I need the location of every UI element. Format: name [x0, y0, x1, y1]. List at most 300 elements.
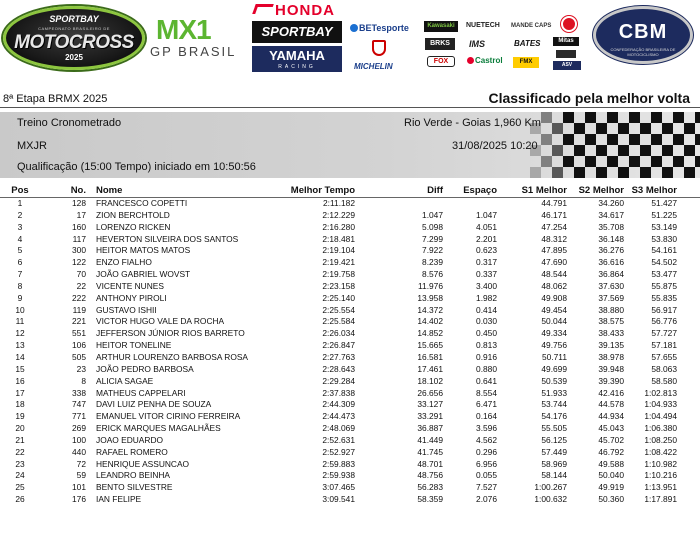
cell-s1-best: 47.254 — [541, 221, 567, 232]
table-row — [0, 316, 700, 328]
checker-square — [673, 112, 684, 123]
cell-diff: 8.576 — [422, 269, 443, 280]
table-row — [0, 210, 700, 222]
cell-s3-best: 1:06.380 — [644, 423, 677, 434]
cell-name: ALICIA SAGAE — [96, 375, 154, 386]
cell-s1-best: 49.756 — [541, 340, 567, 351]
cell-best-time: 2:19.421 — [322, 257, 355, 268]
cell-gap: 1.047 — [476, 209, 497, 220]
cell-s1-best: 48.312 — [541, 233, 567, 244]
cell-number: 771 — [72, 411, 86, 422]
cell-best-time: 2:27.763 — [322, 351, 355, 362]
cell-name: GUSTAVO ISHII — [96, 304, 157, 315]
cell-diff: 13.958 — [417, 292, 443, 303]
cell-number: 72 — [76, 458, 86, 469]
motocross-championship-logo — [3, 6, 145, 70]
cell-diff: 48.756 — [417, 470, 443, 481]
checker-square — [629, 134, 640, 145]
header-s3-best: S3 Melhor — [631, 185, 677, 196]
cell-pos: 12 — [15, 328, 25, 339]
cell-pos: 10 — [15, 304, 25, 315]
cell-pos: 22 — [15, 446, 25, 457]
cell-gap: 0.641 — [476, 375, 497, 386]
cell-s1-best: 49.699 — [541, 363, 567, 374]
mx1-gp-brasil-logo — [150, 14, 244, 64]
cell-s2-best: 38.978 — [598, 351, 624, 362]
results-table — [0, 183, 700, 506]
cell-best-time: 2:25.140 — [322, 292, 355, 303]
cell-s3-best: 53.477 — [651, 269, 677, 280]
cell-best-time: 2:26.034 — [322, 328, 355, 339]
mx1-logo-subtitle: GP BRASIL — [150, 44, 237, 59]
cell-pos: 5 — [17, 245, 23, 256]
cell-s1-best: 58.969 — [541, 458, 567, 469]
cell-best-time: 2:52.927 — [322, 446, 355, 457]
cell-s1-best: 51.933 — [541, 387, 567, 398]
table-row — [0, 352, 700, 364]
cell-number: 440 — [72, 446, 86, 457]
cell-name: DAVI LUIZ PENHA DE SOUZA — [96, 399, 212, 410]
cell-best-time: 2:29.284 — [322, 375, 355, 386]
ims-logo: IMS — [469, 39, 486, 49]
dark-sponsor-logo-icon — [556, 50, 576, 58]
checker-square — [596, 145, 607, 156]
header-s1-best: S1 Melhor — [521, 185, 567, 196]
checker-square — [541, 134, 552, 145]
cell-gap: 0.880 — [476, 363, 497, 374]
table-row — [0, 245, 700, 257]
header-number: No. — [70, 185, 86, 196]
table-row — [0, 222, 700, 234]
cell-number: 70 — [76, 269, 86, 280]
cell-number: 221 — [72, 316, 86, 327]
cell-diff: 14.852 — [417, 328, 443, 339]
cell-s2-best: 50.040 — [598, 470, 624, 481]
cell-number: 59 — [76, 470, 86, 481]
cell-pos: 26 — [15, 494, 25, 505]
checker-square — [651, 134, 662, 145]
cell-gap: 0.030 — [476, 316, 497, 327]
sportbay-logo: SPORTBAY — [252, 21, 342, 43]
cell-s2-best: 44.578 — [598, 399, 624, 410]
cell-s2-best: 38.433 — [598, 328, 624, 339]
cell-diff: 56.283 — [417, 482, 443, 493]
cell-s3-best: 58.580 — [651, 375, 677, 386]
cell-s1-best: 48.062 — [541, 280, 567, 291]
table-row — [0, 269, 700, 281]
cell-s2-best: 36.616 — [598, 257, 624, 268]
table-row — [0, 411, 700, 423]
mande-caps-logo: MANDE CAPS — [511, 23, 552, 29]
checker-square — [651, 112, 662, 123]
cell-diff: 7.299 — [422, 233, 443, 244]
cell-s3-best: 55.875 — [651, 280, 677, 291]
table-row — [0, 198, 700, 210]
checker-square — [530, 167, 541, 178]
cell-s2-best: 36.864 — [598, 269, 624, 280]
cell-s3-best: 1:10.982 — [644, 458, 677, 469]
cell-s3-best: 1:04.494 — [644, 411, 677, 422]
checker-square — [640, 167, 651, 178]
cell-number: 106 — [72, 340, 86, 351]
cell-name: JEFFERSON JÚNIOR RIOS BARRETO — [96, 328, 245, 339]
cell-number: 119 — [72, 304, 86, 315]
cell-s3-best: 51.225 — [651, 209, 677, 220]
castrol-logo-text: Castrol — [475, 56, 503, 65]
checker-square — [673, 156, 684, 167]
checker-square — [618, 167, 629, 178]
table-row — [0, 494, 700, 506]
cell-name: JOÃO PEDRO BARBOSA — [96, 363, 194, 374]
checker-square — [684, 145, 695, 156]
cell-best-time: 2:19.104 — [322, 245, 355, 256]
cell-pos: 23 — [15, 458, 25, 469]
qualifying-info: Qualificação (15:00 Tempo) iniciado em 10:50:56 — [17, 161, 256, 173]
cell-s2-best: 39.135 — [598, 340, 624, 351]
motocross-logo-year: 2025 — [65, 53, 83, 62]
cell-best-time: 2:26.847 — [322, 340, 355, 351]
session-info-band — [0, 112, 700, 178]
checker-square — [541, 112, 552, 123]
castrol-logo — [467, 56, 503, 65]
cell-number: 122 — [72, 257, 86, 268]
cell-s1-best: 50.711 — [542, 351, 567, 362]
table-row — [0, 423, 700, 435]
cell-s3-best: 1:08.250 — [644, 434, 677, 445]
cell-number: 17 — [76, 209, 86, 220]
cell-s3-best: 1:17.891 — [644, 494, 677, 505]
checkered-flag-icon — [530, 112, 700, 178]
cell-s1-best: 47.895 — [541, 245, 567, 256]
cell-s2-best: 49.588 — [598, 458, 624, 469]
cell-name: HEITOR MATOS MATOS — [96, 245, 191, 256]
cell-name: ARTHUR LOURENZO BARBOSA ROSA — [96, 351, 249, 362]
cell-s2-best: 49.919 — [598, 482, 624, 493]
cell-pos: 13 — [15, 340, 25, 351]
table-row — [0, 257, 700, 269]
cell-s1-best: 47.690 — [541, 257, 567, 268]
checker-square — [596, 123, 607, 134]
checker-square — [695, 134, 700, 145]
checker-square — [607, 112, 618, 123]
cell-gap: 0.055 — [476, 470, 497, 481]
cell-best-time: 2:19.758 — [322, 269, 355, 280]
cell-name: ENZO FIALHO — [96, 257, 152, 268]
header-s2-best: S2 Melhor — [578, 185, 624, 196]
cell-gap: 0.623 — [476, 245, 497, 256]
mx1-logo-title: MX1 — [156, 14, 211, 45]
table-row — [0, 470, 700, 482]
cell-name: LORENZO RICKEN — [96, 221, 171, 232]
cell-number: 551 — [72, 328, 86, 339]
cell-name: EMANUEL VITOR CIRINO FERREIRA — [96, 411, 241, 422]
cell-pos: 17 — [15, 387, 25, 398]
cell-diff: 8.239 — [422, 257, 443, 268]
fmx-logo: FMX — [513, 57, 539, 68]
cell-diff: 7.922 — [422, 245, 443, 256]
table-row — [0, 281, 700, 293]
cell-number: 128 — [72, 198, 86, 208]
cell-pos: 7 — [17, 269, 23, 280]
cell-name: HENRIQUE ASSUNCAO — [96, 458, 190, 469]
cell-best-time: 2:59.883 — [322, 458, 355, 469]
checker-square — [629, 156, 640, 167]
checker-square — [651, 156, 662, 167]
asv-logo: ASV — [553, 61, 581, 70]
cell-s3-best: 56.776 — [651, 316, 677, 327]
cell-s2-best: 37.630 — [598, 280, 624, 291]
cell-name: LEANDRO BEINHA — [96, 470, 170, 481]
table-row — [0, 328, 700, 340]
cell-best-time: 2:12.229 — [322, 209, 355, 220]
cell-s2-best: 39.948 — [598, 363, 624, 374]
cell-s3-best: 54.161 — [651, 245, 677, 256]
cell-number: 117 — [72, 233, 86, 244]
cbm-logo-text: CBM — [618, 21, 668, 43]
cell-best-time: 3:07.465 — [322, 482, 355, 493]
cell-gap: 7.527 — [476, 482, 497, 493]
castrol-dot-icon — [467, 57, 474, 64]
cell-pos: 2 — [17, 209, 23, 220]
cell-diff: 26.656 — [417, 387, 443, 398]
cell-s1-best: 56.125 — [541, 434, 567, 445]
cell-diff: 48.701 — [417, 458, 443, 469]
cell-gap: 6.471 — [476, 399, 497, 410]
cell-number: 101 — [72, 482, 86, 493]
cell-s1-best: 46.171 — [541, 209, 567, 220]
cell-number: 100 — [72, 434, 86, 445]
cell-s2-best: 37.569 — [598, 292, 624, 303]
cell-number: 176 — [72, 494, 86, 505]
cell-best-time: 3:09.541 — [322, 494, 355, 505]
table-header — [0, 183, 700, 198]
nuetech-logo: NUETECH — [466, 22, 500, 29]
cell-s1-best: 53.744 — [541, 399, 567, 410]
header-diff: Diff — [427, 185, 443, 196]
cell-s1-best: 49.454 — [541, 304, 567, 315]
checker-square — [640, 123, 651, 134]
cell-gap: 2.201 — [476, 233, 497, 244]
yamaha-logo-text: YAMAHA — [269, 48, 325, 63]
checker-square — [552, 145, 563, 156]
cell-pos: 6 — [17, 257, 23, 268]
cell-name: VICTOR HUGO VALE DA ROCHA — [96, 316, 225, 327]
checker-square — [574, 123, 585, 134]
checker-square — [574, 145, 585, 156]
cell-best-time: 2:25.554 — [322, 304, 355, 315]
checker-square — [684, 167, 695, 178]
cell-gap: 4.051 — [476, 221, 497, 232]
cell-number: 8 — [81, 375, 86, 386]
cell-number: 23 — [76, 363, 86, 374]
cell-best-time: 2:16.280 — [322, 221, 355, 232]
cell-gap: 0.916 — [476, 351, 497, 362]
cell-s1-best: 1:00.267 — [534, 482, 567, 493]
cell-s1-best: 48.544 — [541, 269, 567, 280]
table-row — [0, 305, 700, 317]
cell-diff: 17.461 — [417, 363, 443, 374]
cell-best-time: 2:11.182 — [323, 198, 355, 208]
table-row — [0, 399, 700, 411]
cell-diff: 16.581 — [417, 351, 443, 362]
cell-name: BENTO SILVESTRE — [96, 482, 173, 493]
checker-square — [695, 156, 700, 167]
checker-square — [607, 134, 618, 145]
motocross-logo-title: MOTOCROSS — [14, 32, 134, 53]
cell-gap: 3.596 — [476, 423, 497, 434]
cell-number: 338 — [72, 387, 86, 398]
checker-square — [563, 112, 574, 123]
cbm-logo-subtitle: CONFEDERAÇÃO BRASILEIRA DE MOTOCICLISMO — [610, 47, 676, 57]
table-row — [0, 388, 700, 400]
cell-pos: 15 — [15, 363, 25, 374]
cell-s3-best: 1:02.813 — [644, 387, 677, 398]
yamaha-logo-subtitle: RACING — [278, 64, 316, 70]
fox-logo: FOX — [427, 56, 455, 67]
report-title: Classificado pela melhor volta — [488, 90, 690, 106]
cell-best-time: 2:25.584 — [322, 316, 355, 327]
cell-number: 269 — [72, 423, 86, 434]
checker-square — [673, 134, 684, 145]
cell-pos: 18 — [15, 399, 25, 410]
cell-s2-best: 36.276 — [598, 245, 624, 256]
cell-pos: 14 — [15, 351, 25, 362]
cell-s2-best: 34.260 — [598, 198, 624, 208]
cell-s3-best: 57.727 — [651, 328, 677, 339]
cell-s2-best: 38.880 — [598, 304, 624, 315]
table-row — [0, 482, 700, 494]
cell-gap: 0.337 — [476, 269, 497, 280]
cell-pos: 3 — [17, 221, 23, 232]
cell-s2-best: 34.617 — [598, 209, 624, 220]
cell-s3-best: 57.655 — [651, 351, 677, 362]
cell-s3-best: 51.427 — [651, 198, 677, 208]
cell-diff: 14.402 — [417, 316, 443, 327]
header-gap: Espaço — [463, 185, 497, 196]
mitas-logo: Mitas — [553, 37, 579, 46]
cell-diff: 1.047 — [422, 209, 443, 220]
red-pin-logo-icon — [561, 16, 577, 32]
checker-square — [662, 145, 673, 156]
cell-name: IAN FELIPE — [96, 494, 142, 505]
cell-number: 505 — [72, 351, 86, 362]
cell-pos: 11 — [15, 316, 25, 327]
cell-best-time: 2:37.838 — [322, 387, 355, 398]
cell-pos: 4 — [17, 233, 23, 244]
checker-square — [552, 123, 563, 134]
checker-square — [618, 145, 629, 156]
cell-diff: 18.102 — [417, 375, 443, 386]
shield-logo-icon — [372, 40, 386, 56]
honda-wing-icon — [252, 4, 274, 14]
table-row — [0, 340, 700, 352]
cell-pos: 21 — [15, 434, 25, 445]
cell-pos: 20 — [15, 423, 25, 434]
cell-diff: 5.098 — [422, 221, 443, 232]
cell-name: ANTHONY PIROLI — [96, 292, 167, 303]
michelin-logo: MICHELIN — [354, 62, 393, 71]
checker-square — [541, 156, 552, 167]
cell-diff: 36.887 — [417, 423, 443, 434]
cell-name: ERICK MARQUES MAGALHÃES — [96, 423, 221, 434]
cell-gap: 0.414 — [476, 304, 497, 315]
brks-logo: BRKS — [425, 38, 455, 50]
cell-pos: 24 — [15, 470, 25, 481]
checker-square — [618, 123, 629, 134]
cell-best-time: 2:44.309 — [322, 399, 355, 410]
cell-s2-best: 46.792 — [598, 446, 624, 457]
cell-s3-best: 1:13.951 — [644, 482, 677, 493]
kawasaki-logo: Kawasaki — [424, 21, 458, 32]
cell-gap: 0.813 — [476, 340, 497, 351]
cell-diff: 58.359 — [417, 494, 443, 505]
checker-square — [585, 156, 596, 167]
yamaha-racing-logo — [252, 46, 342, 72]
cell-s2-best: 42.416 — [598, 387, 624, 398]
cell-name: HEVERTON SILVEIRA DOS SANTOS — [96, 233, 239, 244]
cell-gap: 0.450 — [476, 328, 497, 339]
cell-gap: 1.982 — [476, 292, 497, 303]
cell-gap: 0.317 — [476, 257, 497, 268]
checker-square — [585, 112, 596, 123]
session-type: Treino Cronometrado — [17, 117, 122, 129]
cell-best-time: 2:28.643 — [322, 363, 355, 374]
motocross-logo-sponsor: SPORTBAY — [49, 14, 99, 24]
cell-s3-best: 1:08.422 — [644, 446, 677, 457]
cell-pos: 19 — [15, 411, 25, 422]
betesporte-logo — [350, 23, 409, 33]
table-row — [0, 364, 700, 376]
cell-s2-best: 45.043 — [598, 423, 624, 434]
cell-number: 22 — [76, 280, 86, 291]
cell-gap: 6.956 — [476, 458, 497, 469]
header-name: Nome — [96, 185, 123, 196]
cell-name: RAFAEL ROMERO — [96, 446, 168, 457]
bates-logo: BATES — [514, 39, 541, 48]
cell-best-time: 2:59.938 — [322, 470, 355, 481]
cell-s3-best: 1:04.933 — [644, 399, 677, 410]
cell-best-time: 2:48.069 — [322, 423, 355, 434]
venue: Rio Verde - Goias 1,960 Km — [404, 117, 541, 129]
header-pos: Pos — [11, 185, 29, 196]
cell-s1-best: 55.505 — [541, 423, 567, 434]
betesporte-logo-text: BETesporte — [359, 23, 409, 33]
cell-number: 300 — [72, 245, 86, 256]
cell-gap: 2.076 — [476, 494, 497, 505]
checker-square — [640, 145, 651, 156]
cell-pos: 16 — [15, 375, 25, 386]
checker-square — [585, 134, 596, 145]
checker-square — [563, 134, 574, 145]
cell-gap: 0.296 — [476, 446, 497, 457]
cell-pos: 8 — [17, 280, 23, 291]
table-row — [0, 447, 700, 459]
cell-diff: 33.291 — [417, 411, 443, 422]
cell-s3-best: 54.502 — [651, 257, 677, 268]
checker-square — [629, 112, 640, 123]
cell-best-time: 2:18.481 — [322, 233, 355, 244]
honda-logo-text: HONDA — [275, 2, 335, 19]
table-row — [0, 376, 700, 388]
cell-pos: 1 — [17, 198, 23, 208]
cell-s1-best: 54.176 — [541, 411, 567, 422]
table-row — [0, 234, 700, 246]
cell-diff: 33.127 — [417, 399, 443, 410]
cell-s1-best: 58.144 — [541, 470, 567, 481]
cell-gap: 0.164 — [476, 411, 497, 422]
checker-square — [596, 167, 607, 178]
cell-s3-best: 55.835 — [651, 292, 677, 303]
